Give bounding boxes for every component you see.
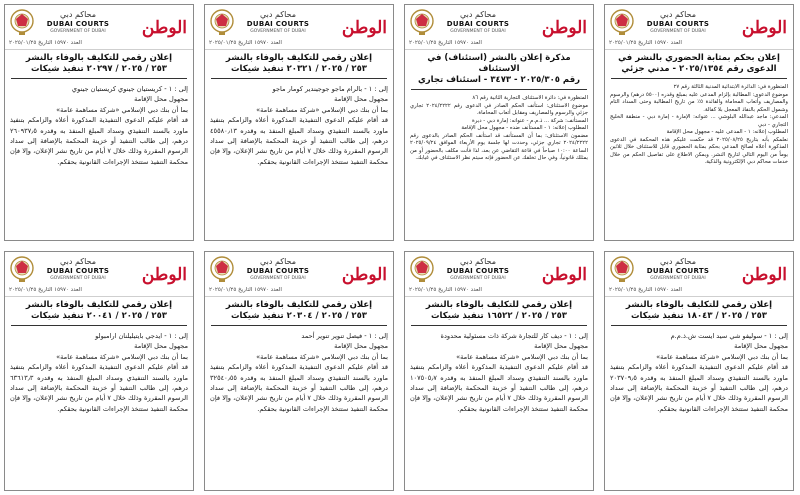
notice-title-line2: ٢٥٣ / ٢٠٢٥ / ٢٠٣٢١ تنفيذ شيكات (231, 64, 367, 74)
notice-card (404, 4, 594, 241)
court-name-arabic: محاكم دبي (59, 257, 97, 266)
notice-paragraph: بما أن بنك دبي الإسلامي «شركة مساهمة عامة» (656, 352, 788, 361)
issue-date: العدد ١٥٩٧٠ التاريخ ٢٠٢٥/٠١/٢٥ (9, 287, 82, 293)
notice-paragraph: قد أقام عليكم الدعوى التنفيذية المذكورة أعلاه والزامكم بتنفيذ ماورد بالسند التنفيذي وسداد المبلغ المنفذ به وقدره ١٠٧٥٠٥٫٧ درهم، إلى طالب التنفيذ أو خزينة المحكمة بالإضافة إلى سداد الرسوم المقررة وذلك خلال ٧ أيام من تاريخ نشر الإعلان، وإلا فإن محكمة التنفيذ ستتخذ الإجراءات القانونية بحقكم. (410, 363, 588, 413)
notice-body (205, 82, 393, 171)
court-name-english: DUBAI COURTS (246, 267, 310, 275)
notice-title-line2: ٢٥٣ / ٢٠٢٥ / ١٦٥٢٢ تنفيذ شيكات (431, 311, 567, 321)
dubai-courts-logo (609, 8, 719, 38)
court-name-arabic: محاكم دبي (459, 257, 497, 266)
notice-paragraph: بما أن بنك دبي الإسلامي «شركة مساهمة عامة» (256, 352, 388, 361)
notice-card (4, 4, 194, 241)
court-name-english: DUBAI COURTS (446, 20, 510, 28)
notice-paragraph: موضوع الدعوى: المطالبة بإلزام المدعى عليه بمبلغ وقدره (٥٥٠٠ درهم) والرسوم والمصاريف وأتعاب المحاماة والفائدة ٥٪ من تاريخ المطالبة وحتى السداد التام وشمول الحكم بالنفاذ المعجل بلا كفالة. (610, 91, 788, 113)
notice-paragraph: المدعي: ماجد عبدالله البلوشي ... عنوانه: الإمارة - إمارة دبي - منطقة الخليج التجاري - دبي (610, 114, 788, 128)
notice-title-line2: ٢٥٣ / ٢٠٢٥ / ٢٠٢٩٧ تنفيذ شيكات (31, 64, 167, 74)
issue-date: العدد ١٥٩٧٠ التاريخ ٢٠٢٥/٠١/٢٥ (409, 40, 482, 46)
notice-card (204, 4, 394, 241)
dubai-courts-logo (9, 8, 119, 38)
government-label: GOVERNMENT OF DUBAI (250, 29, 306, 34)
government-seal-icon (409, 255, 435, 283)
court-name-english: DUBAI COURTS (646, 20, 710, 28)
notice-title-line1: مذكرة إعلان بالنشر (استئناف) في الاستئناف (427, 53, 571, 74)
notice-title (609, 53, 789, 75)
notice-card (604, 251, 794, 491)
notice-title-line1: إعلان رقمي للتكليف بالوفاء بالنشر (25, 300, 173, 310)
divider (11, 325, 187, 326)
government-seal-icon (9, 8, 35, 36)
issue-date: العدد ١٥٩٧٠ التاريخ ٢٠٢٥/٠١/٢٥ (409, 287, 482, 293)
notice-title-line1: إعلان رقمي للتكليف بالوفاء بالنشر (225, 53, 373, 63)
notice-card (404, 251, 594, 491)
notice-header (5, 5, 193, 50)
notice-paragraph: إلى : ١ - كريستيان جينوي كريستيان جينوي (71, 85, 188, 93)
notice-title-line2: ٢٥٣ / ٢٠٢٥ / ١٨٠٤٣ تنفيذ شيكات (631, 311, 767, 321)
court-name-arabic: محاكم دبي (659, 10, 697, 19)
notice-card (604, 4, 794, 241)
divider (411, 89, 587, 90)
notice-paragraph: قد أقام عليكم الدعوى التنفيذية المذكورة أعلاه والزامكم بتنفيذ ماورد بالسند التنفيذي وسداد المبلغ المنفذ به وقدره ٦٣٦١٣٫٣ درهم، إلى طالب التنفيذ أو خزينة المحكمة بالإضافة إلى سداد الرسوم المقررة وذلك خلال ٧ أيام من تاريخ نشر الإعلان، وإلا فإن محكمة التنفيذ ستتخذ الإجراءات القانونية بحقكم. (10, 363, 188, 413)
issue-date: العدد ١٥٩٧٠ التاريخ ٢٠٢٥/٠١/٢٥ (209, 287, 282, 293)
government-seal-icon (9, 255, 35, 283)
newspaper-name: الوطن (341, 18, 387, 38)
notice-paragraph: مجهول محل الإقامة (334, 342, 388, 351)
dubai-courts-logo (9, 255, 119, 285)
issue-date: العدد ١٥٩٧٠ التاريخ ٢٠٢٥/٠١/٢٥ (9, 40, 82, 46)
government-label: GOVERNMENT OF DUBAI (50, 276, 106, 281)
government-seal-icon (409, 8, 435, 36)
notice-paragraph: المنظورة في: الدائرة الابتدائية المدنية الثالثة رقم ٢٧ (673, 84, 788, 90)
notice-paragraph: مجهول محل الإقامة (134, 342, 188, 351)
notice-paragraph: المستأنف: شركة ... ذ.م.م - عنوانه: إمارة دبي - ديرة (472, 117, 588, 124)
notice-header (205, 5, 393, 50)
notice-paragraph: المطلوب إعلانه: ١ - المستأنف ضده - مجهول محل الإقامة (461, 125, 588, 131)
notice-paragraph: إلى : ١ - سوليفو شي سيد ايست ش.ذ.م.م (670, 332, 788, 340)
notice-paragraph: مجهول محل الإقامة (334, 95, 388, 104)
dubai-courts-logo (409, 255, 519, 285)
government-label: GOVERNMENT OF DUBAI (650, 276, 706, 281)
notice-paragraph: إلى : ١ - ديف كار للتجارة شركة ذات مسئولية محدودة (440, 332, 588, 340)
notice-title-line1: إعلان رقمي للتكليف بالوفاء بالنشر (625, 300, 773, 310)
notice-card (4, 251, 194, 491)
court-name-english: DUBAI COURTS (446, 267, 510, 275)
notice-title-line2: ٢٥٣ / ٢٠٢٥ / ٢٠٠٤١ تنفيذ شيكات (31, 311, 167, 321)
notice-body (205, 329, 393, 418)
court-name-english: DUBAI COURTS (646, 267, 710, 275)
notice-paragraph: بما أن بنك دبي الإسلامي «شركة مساهمة عامة» (56, 105, 188, 114)
notice-title (609, 300, 789, 322)
notice-paragraph: المطلوب إعلانه: ١ - المدعى عليه - مجهول محل الإقامة (666, 129, 788, 135)
newspaper-name: الوطن (141, 18, 187, 38)
notice-title-line2: ٢٥٣ / ٢٠٢٥ / ٢٠٣٠٤ تنفيذ شيكات (231, 311, 367, 321)
newspaper-name: الوطن (741, 18, 787, 38)
court-name-english: DUBAI COURTS (46, 267, 110, 275)
notice-body (5, 329, 193, 418)
notice-header (605, 5, 793, 50)
notice-paragraph: موضوع الاستئناف: استأنف الحكم الصادر في الدعوى رقم ٢٠٢٤/٢٢٢٢ تجاري جزئي والرسوم والمصاريف ومقابل أتعاب المحاماة. (410, 102, 588, 116)
notice-title (9, 300, 189, 322)
issue-date: العدد ١٥٩٧٠ التاريخ ٢٠٢٥/٠١/٢٥ (609, 40, 682, 46)
notice-paragraph: بما أن بنك دبي الإسلامي «شركة مساهمة عامة» (56, 352, 188, 361)
notice-paragraph: إلى : ١ - ايدجي بايتيليلنان ارامبولو (95, 332, 188, 340)
notice-paragraph: قد أقام عليكم الدعوى التنفيذية المذكورة أعلاه والزامكم بتنفيذ ماورد بالسند التنفيذي وسداد المبلغ المنفذ به وقدره ٢٦٠٩٣٧٫٥ درهم، إلى طالب التنفيذ أو خزينة المحكمة بالإضافة إلى سداد الرسوم المقررة وذلك خلال ٧ أيام من تاريخ نشر الإعلان، وإلا فإن محكمة التنفيذ ستتخذ الإجراءات القانونية بحقكم. (10, 116, 188, 166)
notice-title-line1: إعلان رقمي للتكليف بالوفاء بالنشر (25, 53, 173, 63)
newspaper-name: الوطن (341, 265, 387, 285)
divider (211, 78, 387, 79)
court-name-arabic: محاكم دبي (259, 257, 297, 266)
court-name-english: DUBAI COURTS (246, 20, 310, 28)
notice-paragraph: المنظورة في: دائرة الاستئناف التجارية الثانية رقم ٨٦ (472, 95, 588, 101)
notice-paragraph: مضمون الاستئناف: بما أن المستأنف قد استأنف الحكم الصادر بالدعوى رقم ٢٠٢٤/٢٢٢٢ تجاري جزئي، وحددت لها جلسة يوم الأربعاء الموافق ٢٠٢٥/٠٩/٢٤ الساعة ١٠:٠٠ صباحاً في قاعة التقاضي عن بعد، لذا فأنت مكلف بالحضور أو من يمثلك قانونياً، وفي حال تخلفك عن الحضور فإنه سيتم نظر الاستئناف في غيابك. (410, 132, 589, 161)
notice-paragraph: قد أقام عليكم الدعوى التنفيذية المذكورة أعلاه والزامكم بتنفيذ ماورد بالسند التنفيذي وسداد المبلغ المنفذ به وقدره ٤٥٥٨٠٫١٣ درهم، إلى طالب التنفيذ أو خزينة المحكمة بالإضافة إلى سداد الرسوم المقررة وذلك خلال ٧ أيام من تاريخ نشر الإعلان، وإلا فإن محكمة التنفيذ ستتخذ الإجراءات القانونية بحقكم. (210, 116, 388, 166)
notice-title (209, 53, 389, 75)
newspaper-name: الوطن (541, 265, 587, 285)
notice-paragraph: مجهول محل الإقامة (134, 95, 188, 104)
notice-title-line1: إعلان رقمي للتكليف بالوفاء بالنشر (425, 300, 573, 310)
notice-body (405, 93, 593, 167)
divider (11, 78, 187, 79)
court-name-english: DUBAI COURTS (46, 20, 110, 28)
issue-date: العدد ١٥٩٧٠ التاريخ ٢٠٢٥/٠١/٢٥ (209, 40, 282, 46)
dubai-courts-logo (209, 8, 319, 38)
notice-header (605, 252, 793, 297)
government-label: GOVERNMENT OF DUBAI (450, 29, 506, 34)
notice-header (205, 252, 393, 297)
divider (211, 325, 387, 326)
notice-card (204, 251, 394, 491)
court-name-arabic: محاكم دبي (59, 10, 97, 19)
dubai-courts-logo (409, 8, 519, 38)
newspaper-name: الوطن (541, 18, 587, 38)
newspaper-name: الوطن (741, 265, 787, 285)
court-name-arabic: محاكم دبي (259, 10, 297, 19)
notice-paragraph: قد أقام عليكم الدعوى التنفيذية المذكورة أعلاه والزامكم بتنفيذ ماورد بالسند التنفيذي وسداد المبلغ المنفذ به وقدره ٣٢٥٤٠٫٥٥ درهم، إلى طالب التنفيذ أو خزينة المحكمة بالإضافة إلى سداد الرسوم المقررة وذلك خلال ٧ أيام من تاريخ نشر الإعلان، وإلا فإن محكمة التنفيذ ستتخذ الإجراءات القانونية بحقكم. (210, 363, 388, 413)
notice-header (5, 252, 193, 297)
notice-body (605, 82, 793, 171)
government-seal-icon (209, 255, 235, 283)
dubai-courts-logo (209, 255, 319, 285)
notice-title (409, 300, 589, 322)
notice-body (605, 329, 793, 418)
dubai-courts-logo (609, 255, 719, 285)
issue-date: العدد ١٥٩٧٠ التاريخ ٢٠٢٥/٠١/٢٥ (609, 287, 682, 293)
notice-title-line2: رقم ٢٠٢٥/٣٠٥ - ٣٤٧٣ - استئناف تجاري (417, 75, 581, 85)
divider (411, 325, 587, 326)
government-seal-icon (609, 8, 635, 36)
notice-title (9, 53, 189, 75)
notice-title-line1: إعلان بحكم بمثابة الحضوري بالنشر في (618, 53, 780, 63)
divider (611, 78, 787, 79)
notice-header (405, 5, 593, 50)
court-name-arabic: محاكم دبي (459, 10, 497, 19)
notice-paragraph: إلى : ١ - فيصل تنوير تنوير أحمد (301, 332, 388, 340)
government-label: GOVERNMENT OF DUBAI (650, 29, 706, 34)
notice-paragraph: إلى : ١ - بالرام ماجو جوجيندير كومار ماجو (272, 85, 388, 93)
notice-paragraph: بما أن بنك دبي الإسلامي «شركة مساهمة عامة» (456, 352, 588, 361)
notice-paragraph: نعلمكم بأنه بتاريخ ٢٠٢٥/٠٨/٢٥ قد حكمت عليكم هذه المحكمة في الدعوى المذكورة أعلاه لصالح المدعي بحكم بمثابة الحضوري قابل للاستئناف خلال ثلاثين يوماً من اليوم التالي لتاريخ النشر. ويمكن الاطلاع على تفاصيل الحكم من خلال خدمات محاكم دبي الإلكترونية والذكية. (610, 136, 789, 165)
government-label: GOVERNMENT OF DUBAI (50, 29, 106, 34)
notice-title-line2: الدعوى رقم ٢٠٢٥/١٣٥٤ - مدني جزئي (621, 64, 777, 74)
notice-header (405, 252, 593, 297)
notice-paragraph: بما أن بنك دبي الإسلامي «شركة مساهمة عامة» (256, 105, 388, 114)
government-label: GOVERNMENT OF DUBAI (450, 276, 506, 281)
notice-paragraph: مجهول محل الإقامة (534, 342, 588, 351)
notice-body (405, 329, 593, 418)
notice-paragraph: مجهول محل الإقامة (734, 342, 788, 351)
divider (611, 325, 787, 326)
notice-title (409, 53, 589, 86)
notice-body (5, 82, 193, 171)
notice-title-line1: إعلان رقمي للتكليف بالوفاء بالنشر (225, 300, 373, 310)
notice-title (209, 300, 389, 322)
newspaper-name: الوطن (141, 265, 187, 285)
government-seal-icon (209, 8, 235, 36)
government-seal-icon (609, 255, 635, 283)
government-label: GOVERNMENT OF DUBAI (250, 276, 306, 281)
notice-paragraph: قد أقام عليكم الدعوى التنفيذية المذكورة أعلاه والزامكم بتنفيذ ماورد بالسند التنفيذي وسداد المبلغ المنفذ به وقدره ٢٠٣٧٠٩٫٥ درهم، إلى طالب التنفيذ أو خزينة المحكمة بالإضافة إلى سداد الرسوم المقررة وذلك خلال ٧ أيام من تاريخ نشر الإعلان، وإلا فإن محكمة التنفيذ ستتخذ الإجراءات القانونية بحقكم. (610, 363, 788, 413)
court-name-arabic: محاكم دبي (659, 257, 697, 266)
